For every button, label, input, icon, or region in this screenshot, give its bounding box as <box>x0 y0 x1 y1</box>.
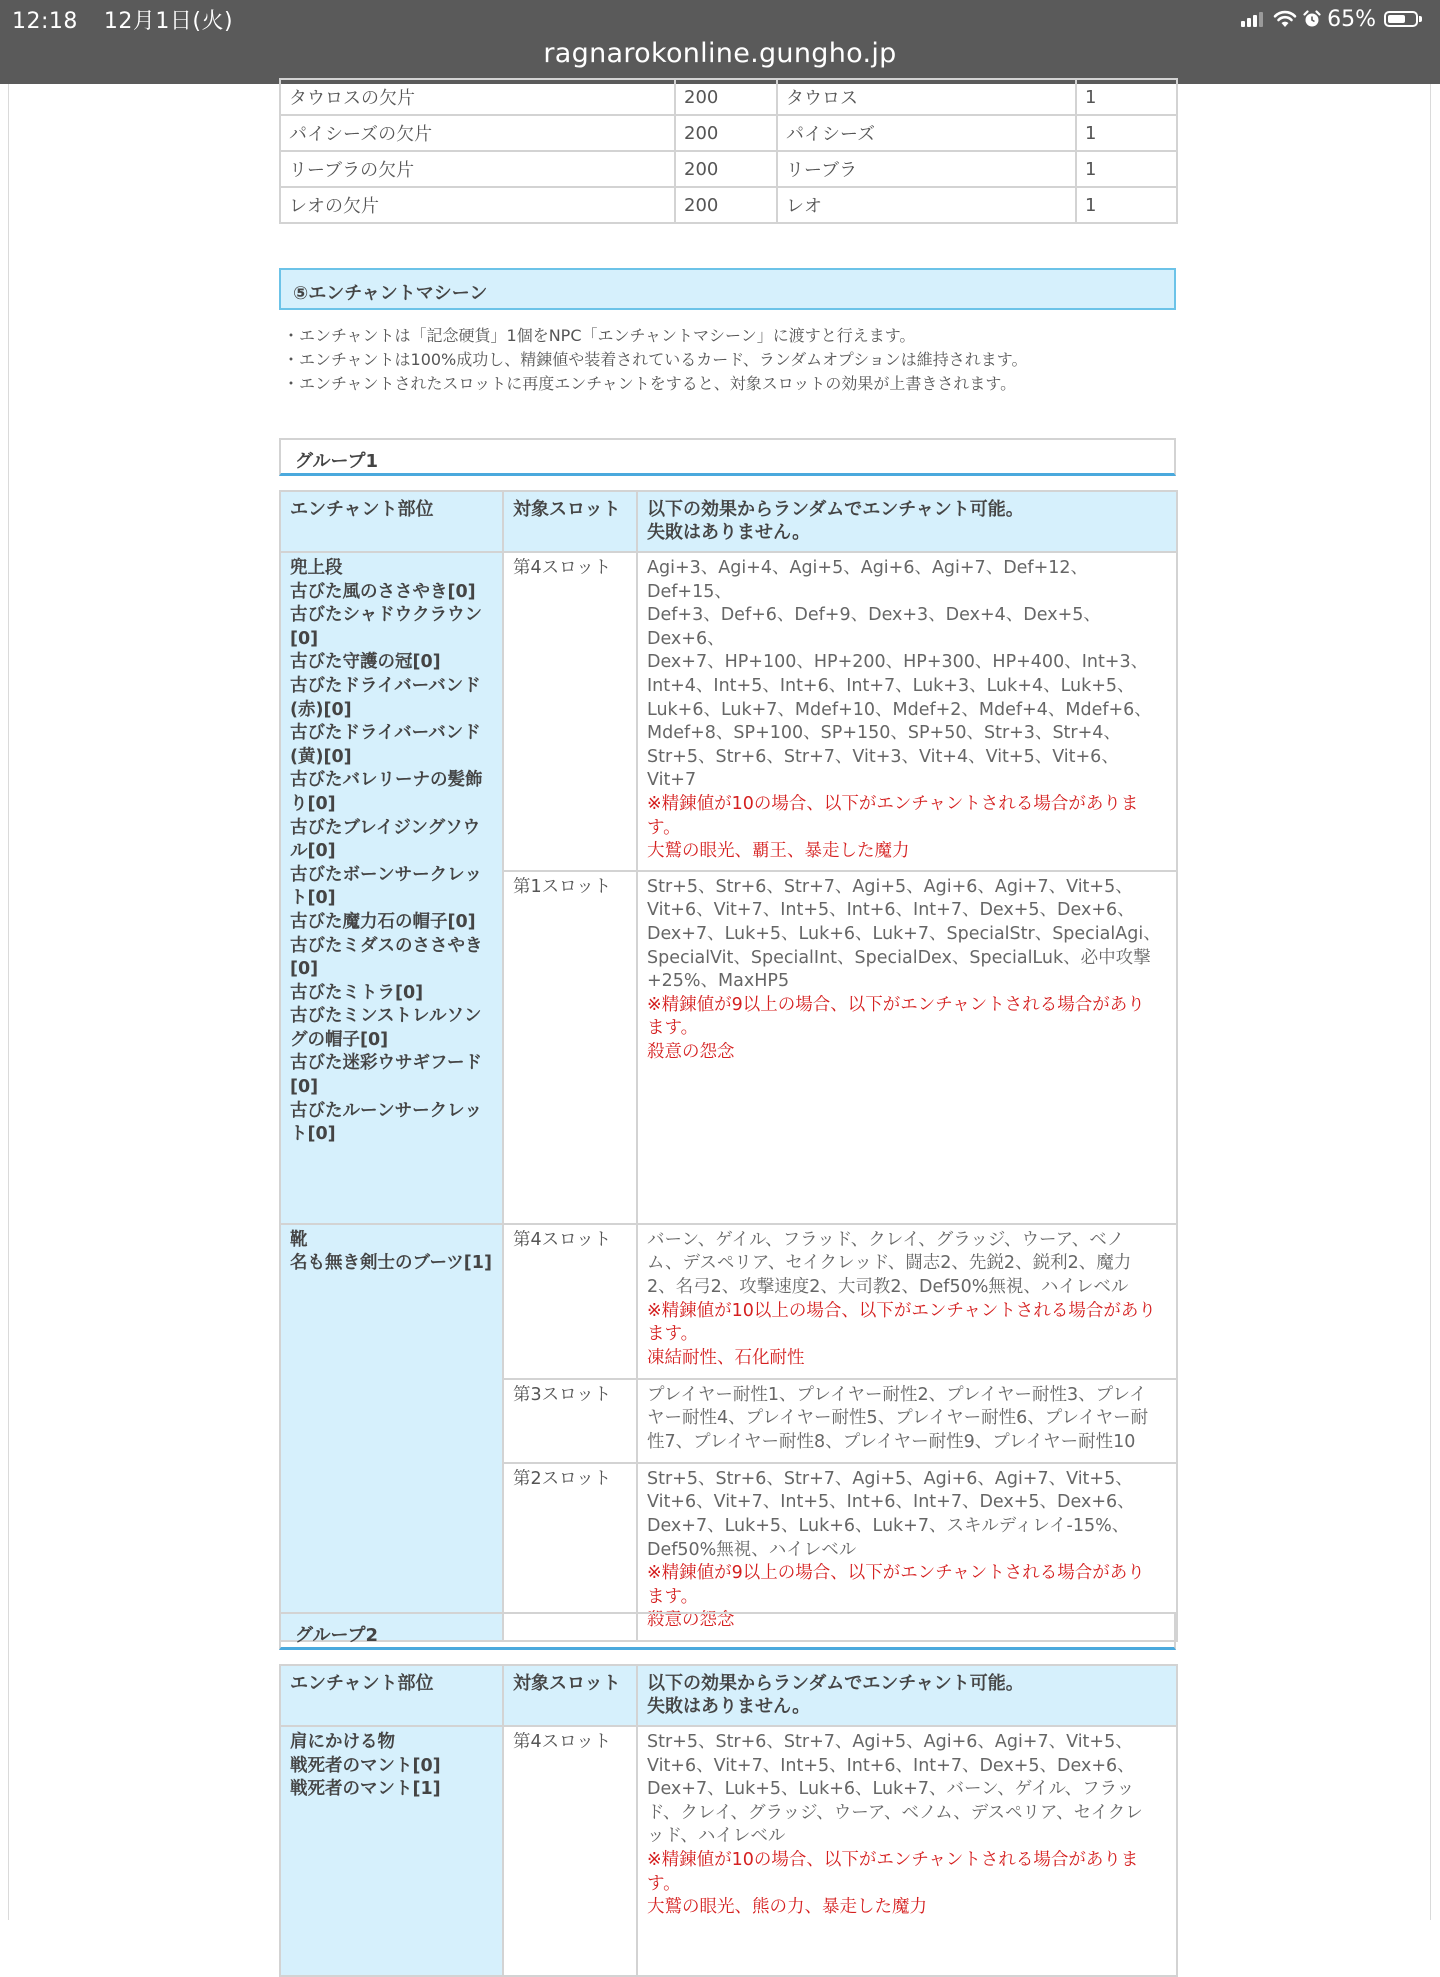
effect-line: Dex+7、HP+100、HP+200、HP+300、HP+400、Int+3、 <box>647 652 1149 673</box>
table-row <box>280 187 1177 223</box>
equipment-item: 古びた魔力石の帽子[0] <box>290 911 476 932</box>
equipment-item: [0] <box>290 959 319 980</box>
effect-line: Str+5、Str+6、Str+7、Agi+5、Agi+6、Agi+7、Vit+5、 <box>647 1468 1133 1489</box>
wifi-icon <box>1273 10 1297 28</box>
battery-percent: 65% <box>1327 6 1376 32</box>
part-category: 肩にかける物 <box>290 1732 395 1752</box>
effect-line: Int+4、Int+5、Int+6、Int+7、Luk+3、Luk+4、Luk+5、 <box>647 675 1135 696</box>
refine-note-line: ※精錬値が10以上の場合、以下がエンチャントされる場合があり <box>647 1300 1156 1321</box>
equipment-item: 古びたミダスのささやき <box>290 935 483 956</box>
header-part: エンチャント部位 <box>280 1665 503 1726</box>
equipment-item: 古びたミトラ[0] <box>290 982 424 1003</box>
equipment-item: ト[0] <box>290 888 336 909</box>
table-cell: 200 <box>675 79 777 115</box>
group1-table <box>279 490 1178 1642</box>
equipment-item: 古びた守護の冠[0] <box>290 652 441 673</box>
header-slot: 対象スロット <box>503 491 637 552</box>
table-row <box>280 79 1177 115</box>
equipment-item: [0] <box>290 628 319 649</box>
slot-label: 第4スロット <box>503 552 637 871</box>
equipment-item: (赤)[0] <box>290 699 352 720</box>
equipment-item: グの帽子[0] <box>290 1029 389 1050</box>
slot-effects <box>637 871 1177 1224</box>
table-cell: パイシーズ <box>777 115 1076 151</box>
part-category: 靴 <box>290 1229 308 1250</box>
equipment-item: 戦死者のマント[0] <box>290 1755 441 1776</box>
table-row <box>280 115 1177 151</box>
refine-note-line: 殺意の怨念 <box>647 1041 735 1062</box>
effect-line: プレイヤー耐性1、プレイヤー耐性2、プレイヤー耐性3、プレイ <box>647 1384 1147 1405</box>
table-cell: 1 <box>1076 115 1177 151</box>
effect-line: ド、クレイ、グラッジ、ウーア、ベノム、デスペリア、セイクレ <box>647 1802 1143 1823</box>
equipment-item: り[0] <box>290 793 336 814</box>
refine-note-line: す。 <box>647 1873 681 1894</box>
equipment-item: 古びたシャドウクラウン <box>290 605 483 626</box>
effect-line: Dex+7、Luk+5、Luk+6、Luk+7、バーン、ゲイル、フラッ <box>647 1779 1135 1800</box>
group2-table <box>279 1664 1178 1977</box>
refine-note-line: 大鷲の眼光、覇王、暴走した魔力 <box>647 841 910 862</box>
slot-label: 第4スロット <box>503 1726 637 1976</box>
effect-line: Dex+7、Luk+5、Luk+6、Luk+7、SpecialStr、SpecialAgi、 <box>647 923 1161 944</box>
effect-line: SpecialVit、SpecialInt、SpecialDex、SpecialLuk、必中攻撃 <box>647 947 1151 968</box>
part-head-upper <box>280 552 503 1224</box>
effect-line: Def50%無視、ハイレベル <box>647 1539 857 1560</box>
equipment-item: 古びたミンストレルソン <box>290 1006 482 1027</box>
alarm-icon <box>1303 10 1321 28</box>
header-effect-line: 失敗はありません。 <box>647 1696 811 1717</box>
part-category: 兜上段 <box>290 558 343 578</box>
table-cell: 1 <box>1076 187 1177 223</box>
note-line: ・エンチャントは100%成功し、精錬値や装着されているカード、ランダムオプションは維持されます。 <box>283 350 1028 369</box>
equipment-item: 古びたバレリーナの髪飾 <box>290 770 483 791</box>
part-shoulder <box>280 1726 503 1976</box>
refine-note-line: ます。 <box>647 1324 699 1345</box>
header-effect-line: 失敗はありません。 <box>647 522 811 543</box>
refine-note-line: ※精錬値が9以上の場合、以下がエンチャントされる場合があり <box>647 994 1145 1015</box>
table-cell: 200 <box>675 187 777 223</box>
equipment-item: 古びた迷彩ウサギフード <box>290 1053 482 1074</box>
effect-line: Vit+6、Vit+7、Int+5、Int+6、Int+7、Dex+5、Dex+6、 <box>647 900 1135 921</box>
effect-line: 性7、プレイヤー耐性8、プレイヤー耐性9、プレイヤー耐性10 <box>647 1431 1136 1452</box>
part-item-list <box>290 581 493 1147</box>
equipment-item: 名も無き剣士のブーツ[1] <box>290 1253 492 1274</box>
equipment-item: [0] <box>290 1077 319 1098</box>
slot-label: 第2スロット <box>503 1463 637 1641</box>
effect-line: Str+5、Str+6、Str+7、Agi+5、Agi+6、Agi+7、Vit+5、 <box>647 1732 1133 1752</box>
effect-line: バーン、ゲイル、フラッド、クレイ、グラッジ、ウーア、ベノ <box>647 1229 1125 1250</box>
table-cell: タウロスの欠片 <box>280 79 675 115</box>
slot-label: 第1スロット <box>503 871 637 1224</box>
table-cell: レオ <box>777 187 1076 223</box>
equipment-item: (黄)[0] <box>290 746 352 767</box>
table-cell: レオの欠片 <box>280 187 675 223</box>
table-row <box>280 151 1177 187</box>
header-effect-line: 以下の効果からランダムでエンチャント可能。 <box>647 499 1024 520</box>
slot-label: 第4スロット <box>503 1224 637 1379</box>
status-date: 12月1日(火) <box>103 9 234 34</box>
table-cell: 1 <box>1076 79 1177 115</box>
refine-note-line: す。 <box>647 817 681 838</box>
header-part: エンチャント部位 <box>280 491 503 552</box>
fragments-table-wrapper <box>279 78 1176 224</box>
equipment-item: 古びたドライバーバンド <box>290 675 481 696</box>
group1-title: グループ1 <box>279 438 1176 476</box>
refine-note-line: 凍結耐性、石化耐性 <box>647 1347 805 1368</box>
battery-icon <box>1384 11 1418 27</box>
status-time: 12:18 <box>12 9 78 34</box>
effect-line: Def+3、Def+6、Def+9、Dex+3、Dex+4、Dex+5、Dex+6、 <box>647 605 1101 649</box>
section-enchant-machine <box>279 268 1176 396</box>
refine-note-line: 大鷲の眼光、熊の力、暴走した魔力 <box>647 1897 927 1918</box>
equipment-item: ト[0] <box>290 1124 336 1145</box>
header-effect-line: 以下の効果からランダムでエンチャント可能。 <box>647 1673 1024 1694</box>
refine-note-line: ※精錬値が9以上の場合、以下がエンチャントされる場合があり <box>647 1563 1145 1584</box>
table-cell: タウロス <box>777 79 1076 115</box>
effect-line: ム、デスペリア、セイクレッド、闘志2、先鋭2、鋭利2、魔力 <box>647 1253 1132 1274</box>
refine-note-line: ます。 <box>647 1586 699 1607</box>
equipment-item: 古びたルーンサークレッ <box>290 1100 482 1121</box>
table-cell: パイシーズの欠片 <box>280 115 675 151</box>
effect-line: ッド、ハイレベル <box>647 1826 786 1847</box>
equipment-item: 古びたドライバーバンド <box>290 723 481 744</box>
page-frame-right <box>1430 84 1431 1920</box>
part-item-list <box>290 1755 493 1802</box>
effect-line: ヤー耐性4、プレイヤー耐性5、プレイヤー耐性6、プレイヤー耐 <box>647 1408 1149 1429</box>
slot-effects <box>637 1726 1177 1976</box>
slot-effects <box>637 1224 1177 1379</box>
group2 <box>279 1612 1176 1977</box>
address-bar[interactable]: ragnarokonline.gungho.jp <box>543 38 897 69</box>
header-effect <box>637 491 1177 552</box>
equipment-item: 戦死者のマント[1] <box>290 1779 441 1800</box>
group2-title: グループ2 <box>279 1612 1176 1650</box>
effect-line: +25%、MaxHP5 <box>647 971 790 992</box>
status-indicators <box>1241 4 1418 34</box>
table-cell: リーブラ <box>777 151 1076 187</box>
refine-note-line: ます。 <box>647 1018 699 1039</box>
equipment-item: 古びたボーンサークレッ <box>290 864 482 885</box>
effect-line: Dex+7、Luk+5、Luk+6、Luk+7、スキルディレイ-15%、 <box>647 1515 1130 1536</box>
slot-label: 第3スロット <box>503 1379 637 1463</box>
effect-line: Str+5、Str+6、Str+7、Vit+3、Vit+4、Vit+5、Vit+6、Vit+7 <box>647 746 1119 791</box>
effect-line: Vit+6、Vit+7、Int+5、Int+6、Int+7、Dex+5、Dex+6、 <box>647 1755 1135 1776</box>
effect-line: 2、名弓2、攻撃速度2、大司教2、Def50%無視、ハイレベル <box>647 1276 1129 1297</box>
part-item-list <box>290 1252 493 1276</box>
signal-icon <box>1241 11 1265 27</box>
equipment-item: 古びた風のささやき[0] <box>290 581 476 602</box>
effect-line: Vit+6、Vit+7、Int+5、Int+6、Int+7、Dex+5、Dex+6、 <box>647 1492 1135 1513</box>
note-line: ・エンチャントは「記念硬貨」1個をNPC「エンチャントマシーン」に渡すと行えます。 <box>283 326 916 345</box>
section-notes <box>279 324 1176 396</box>
part-shoes <box>280 1224 503 1641</box>
effect-line: Str+5、Str+6、Str+7、Agi+5、Agi+6、Agi+7、Vit+5、 <box>647 876 1133 897</box>
equipment-item: 古びたブレイジングソウ <box>290 817 481 838</box>
status-time-date <box>12 4 259 35</box>
section-title: ⑤エンチャントマシーン <box>279 268 1176 310</box>
refine-note-line: 殺意の怨念 <box>647 1610 735 1631</box>
table-cell: 1 <box>1076 151 1177 187</box>
refine-note-line: ※精錬値が10の場合、以下がエンチャントされる場合がありま <box>647 1849 1139 1870</box>
battery-level-fill <box>1388 15 1405 23</box>
table-cell: 200 <box>675 151 777 187</box>
note-line: ・エンチャントされたスロットに再度エンチャントをすると、対象スロットの効果が上書きされます。 <box>283 374 1017 393</box>
page-frame-left <box>8 84 9 1920</box>
fragments-table <box>279 78 1178 224</box>
effect-line: Mdef+8、SP+100、SP+150、SP+50、Str+3、Str+4、 <box>647 723 1121 744</box>
slot-effects <box>637 552 1177 871</box>
refine-note-line: ※精錬値が10の場合、以下がエンチャントされる場合がありま <box>647 793 1139 814</box>
slot-effects <box>637 1379 1177 1463</box>
group1 <box>279 438 1176 1642</box>
table-cell: リーブラの欠片 <box>280 151 675 187</box>
header-effect <box>637 1665 1177 1726</box>
effect-line: Luk+6、Luk+7、Mdef+10、Mdef+2、Mdef+4、Mdef+6、 <box>647 699 1152 720</box>
header-slot: 対象スロット <box>503 1665 637 1726</box>
browser-top-bar <box>0 0 1440 84</box>
effect-line: Agi+3、Agi+4、Agi+5、Agi+6、Agi+7、Def+12、Def+15、 <box>647 558 1089 602</box>
table-cell: 200 <box>675 115 777 151</box>
equipment-item: ル[0] <box>290 841 336 862</box>
